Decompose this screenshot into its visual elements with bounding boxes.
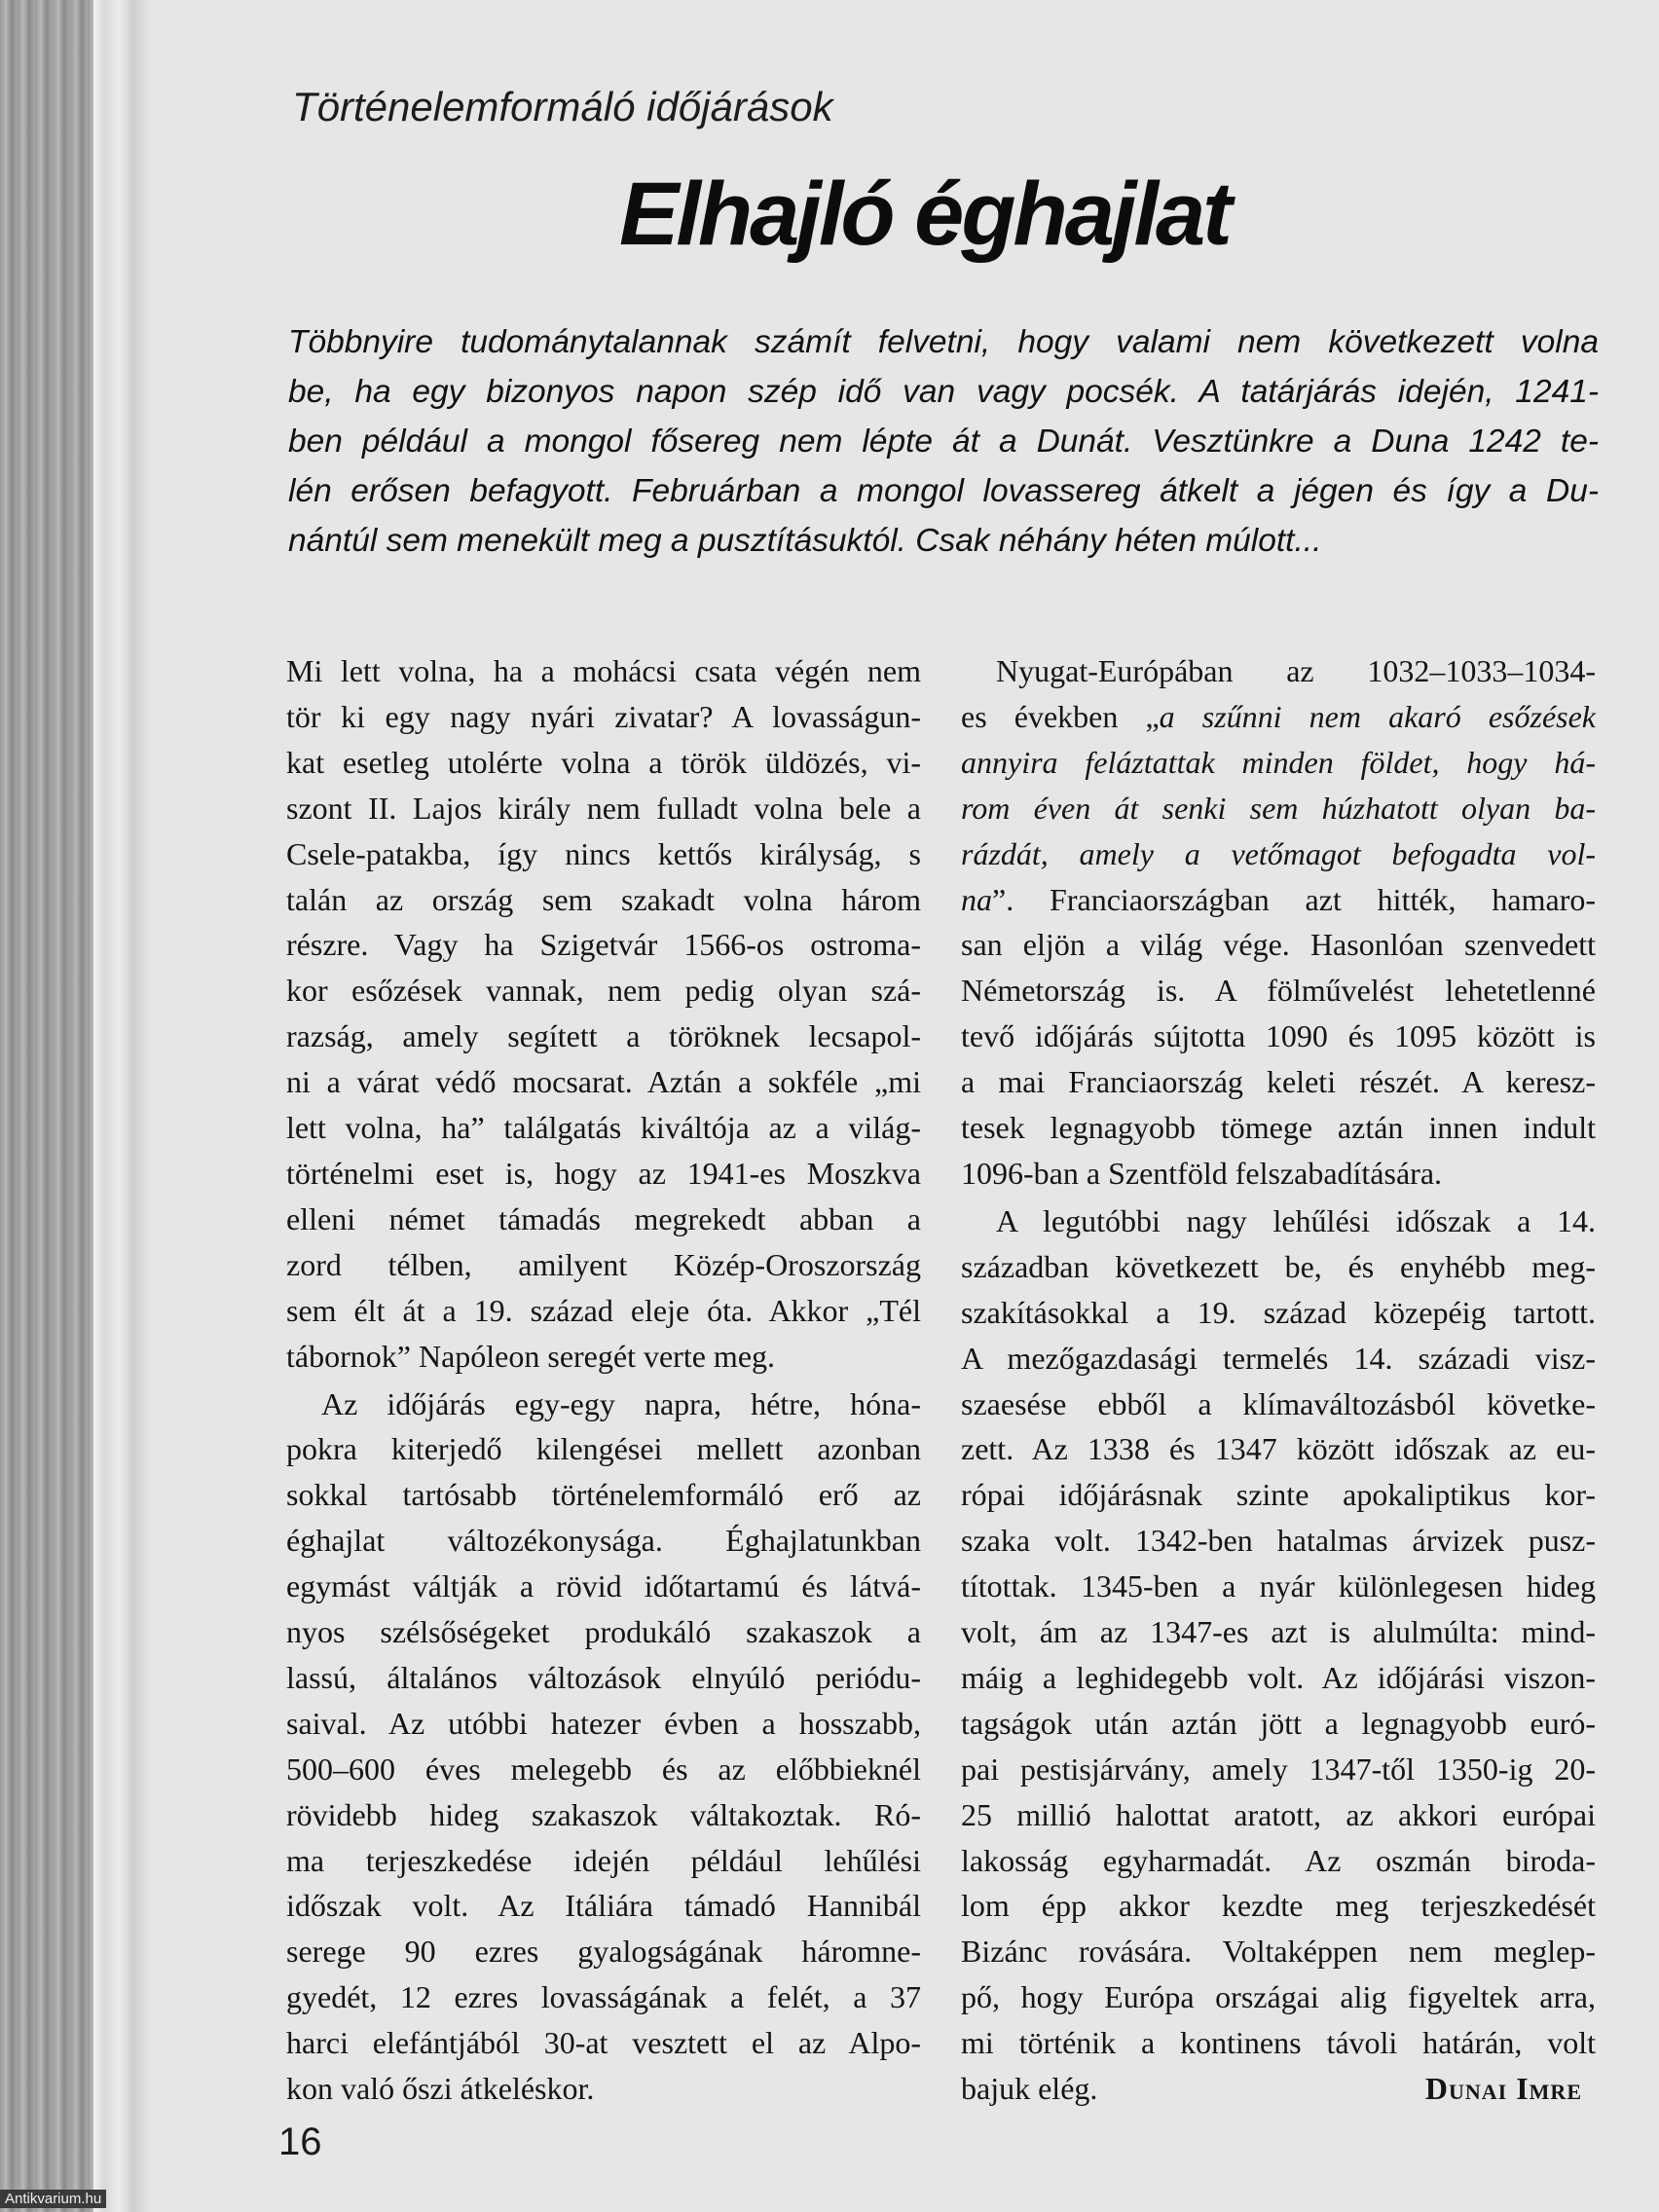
text-line-with-signature — [961, 2066, 1596, 2112]
text-line: Nyugat-Európában az 1032–1033–1034- — [996, 653, 1596, 688]
text-line: volt, ám az 1347-es azt is alulmúlta: mind- — [961, 1614, 1596, 1650]
text-line: talán az ország sem szakadt volna három — [286, 881, 921, 917]
text-line: sem élt át a 19. század eleje óta. Akkor „Tél — [286, 1292, 921, 1328]
text-line: Németország is. A fölművelést lehetetlenné — [961, 973, 1596, 1009]
text-line: Az időjárás egy-egy napra, hétre, hóna- — [321, 1385, 921, 1421]
section-kicker: Történelemformáló időjárások — [292, 84, 833, 129]
text-line: elleni német támadás megrekedt abban a — [286, 1200, 921, 1236]
text-line: pokra kiterjedő kilengései mellett azonban — [286, 1431, 921, 1467]
lead-line: ben például a mongol fősereg nem lépte át a Dunát. Vesztünkre a Duna 1242 te- — [288, 424, 1599, 460]
text-line: éghajlat változékonysága. Éghajlatunkban — [286, 1523, 921, 1559]
quoted-text: na — [961, 881, 992, 917]
text-line: pő, hogy Európa országai alig figyeltek arra, — [961, 1979, 1596, 2015]
text-line: tevő időjárás sújtotta 1090 és 1095 között is — [961, 1018, 1596, 1054]
text-line: a mai Franciaország keleti részét. A keresz- — [961, 1064, 1596, 1100]
page-edge — [93, 0, 150, 2212]
text-line: tesek legnagyobb tömege aztán innen indult — [961, 1110, 1596, 1146]
text-line: saival. Az utóbbi hatezer évben a hosszabb, — [286, 1705, 921, 1741]
page-number: 16 — [278, 2120, 322, 2163]
text-line: egymást váltják a rövid időtartamú és látvá- — [286, 1568, 921, 1604]
text-line: szaka volt. 1342-ben hatalmas árvizek pusz- — [961, 1523, 1596, 1559]
text-line: pai pestisjárvány, amely 1347-től 1350-ig 20- — [961, 1751, 1596, 1787]
text-line: zett. Az 1338 és 1347 között időszak az eu- — [961, 1431, 1596, 1467]
quoted-text: rázdát, amely a vetőmagot befogadta vol- — [961, 835, 1596, 871]
text-line: tör ki egy nagy nyári zivatar? A lovasságun- — [286, 698, 921, 734]
article-title: Elhajló éghajlat — [619, 165, 1230, 264]
text-line: sokkal tartósabb történelemformáló erő az — [286, 1477, 921, 1513]
lead-line: nántúl sem menekült meg a pusztításuktól. Csak néhány héten múlott... — [288, 523, 1322, 559]
text-line: kor esőzések vannak, nem pedig olyan szá- — [286, 973, 921, 1009]
text-line: lassú, általános változások elnyúló periódu- — [286, 1659, 921, 1695]
text-line: Mi lett volna, ha a mohácsi csata végén nem — [286, 653, 921, 688]
text-line — [961, 786, 1596, 831]
text-line: es években „a szűnni nem akaró esőzések — [961, 698, 1597, 734]
text-line: gyedét, 12 ezres lovasságának a felét, a 37 — [286, 1979, 921, 2015]
quoted-text: annyira feláztattak minden földet, hogy há- — [961, 744, 1596, 780]
text-line: rövidebb hideg szakaszok váltakoztak. Ró- — [286, 1796, 921, 1832]
text-line: ni a várat védő mocsarat. Aztán a sokféle „mi — [286, 1064, 921, 1100]
text-line: szaesése ebből a klímaváltozásból követke- — [961, 1385, 1596, 1421]
text-line: nyos szélsőségeket produkáló szakaszok a — [286, 1614, 921, 1650]
text-line: kon való őszi átkeléskor. — [286, 2071, 595, 2107]
text-line: rópai időjárásnak szinte apokaliptikus kor- — [961, 1477, 1596, 1513]
watermark: Antikvarium.hu — [0, 2190, 106, 2208]
text-line: ma terjeszkedése idején például lehűlési — [286, 1842, 921, 1878]
book-spine — [0, 0, 93, 2212]
lead-line: Többnyire tudománytalannak számít felvetni, hogy valami nem következett volna — [288, 324, 1599, 360]
text-line: razság, amely segített a töröknek lecsapol- — [286, 1018, 921, 1054]
text-line: 25 millió halottat aratott, az akkori európai — [961, 1796, 1596, 1832]
text-line — [961, 740, 1596, 786]
text-line: történelmi eset is, hogy az 1941-es Moszkva — [286, 1155, 921, 1191]
text-line: 1096-ban a Szentföld felszabadítására. — [961, 1155, 1443, 1191]
text-line: században következett be, és enyhébb meg- — [961, 1248, 1596, 1284]
text-line: lakosság egyharmadát. Az oszmán biroda- — [961, 1842, 1596, 1878]
lead-line: lén erősen befagyott. Februárban a mongol lovassereg átkelt a jégen és így a Du- — [288, 473, 1599, 509]
text-line: A legutóbbi nagy lehűlési időszak a 14. — [996, 1202, 1596, 1238]
text-line: tábornok” Napóleon seregét verte meg. — [286, 1338, 776, 1374]
text-line: Csele-patakba, így nincs kettős királyság, s — [286, 835, 921, 871]
quoted-text: a szűnni nem akaró esőzések — [1159, 698, 1597, 734]
quoted-text: rom éven át senki sem húzhatott olyan ba- — [961, 790, 1596, 826]
text-line: A mezőgazdasági termelés 14. századi visz- — [961, 1340, 1596, 1376]
text-line: máig a leghidegebb volt. Az időjárási viszon- — [961, 1659, 1596, 1695]
text-line: bajuk elég. — [961, 2071, 1098, 2107]
text-line: tagságok után aztán jött a legnagyobb euró- — [961, 1705, 1596, 1741]
text-line: lom épp akkor kezdte meg terjeszkedését — [961, 1888, 1596, 1924]
text-line: szakításokkal a 19. század közepéig tartott. — [961, 1294, 1596, 1330]
text-line: na”. Franciaországban azt hitték, hamaro- — [961, 881, 1596, 917]
text-line: Bizánc rovására. Voltaképpen nem meglep- — [961, 1934, 1596, 1970]
text-line: szont II. Lajos király nem fulladt volna bele a — [286, 790, 921, 826]
left-column — [286, 648, 921, 2112]
right-column — [961, 648, 1596, 2112]
text-line: san eljön a világ vége. Hasonlóan szenvedett — [961, 927, 1596, 963]
text-line: zord télben, amilyent Közép-Oroszország — [286, 1246, 921, 1282]
text-line — [961, 831, 1596, 877]
author-signature: Dunai Imre — [1424, 2071, 1582, 2107]
text-line: títottak. 1345-ben a nyár különlegesen hideg — [961, 1568, 1596, 1604]
text-line: időszak volt. Az Itáliára támadó Hannibál — [286, 1888, 921, 1924]
text-line: lett volna, ha” találgatás kiváltója az a világ- — [286, 1110, 921, 1146]
lead-paragraph — [288, 317, 1599, 566]
text-line: 500–600 éves melegebb és az előbbieknél — [286, 1751, 921, 1787]
text-line: serege 90 ezres gyalogságának háromne- — [286, 1934, 921, 1970]
text-line: kat esetleg utolérte volna a török üldözés, vi- — [286, 744, 921, 780]
text-line: harci elefántjából 30-at vesztett el az Alpo- — [286, 2025, 921, 2061]
text-line: mi történik a kontinens távoli határán, volt — [961, 2025, 1596, 2061]
lead-line: be, ha egy bizonyos napon szép idő van vagy pocsék. A tatárjárás idején, 1241- — [288, 374, 1599, 410]
text-line: részre. Vagy ha Szigetvár 1566-os ostroma- — [286, 927, 921, 963]
